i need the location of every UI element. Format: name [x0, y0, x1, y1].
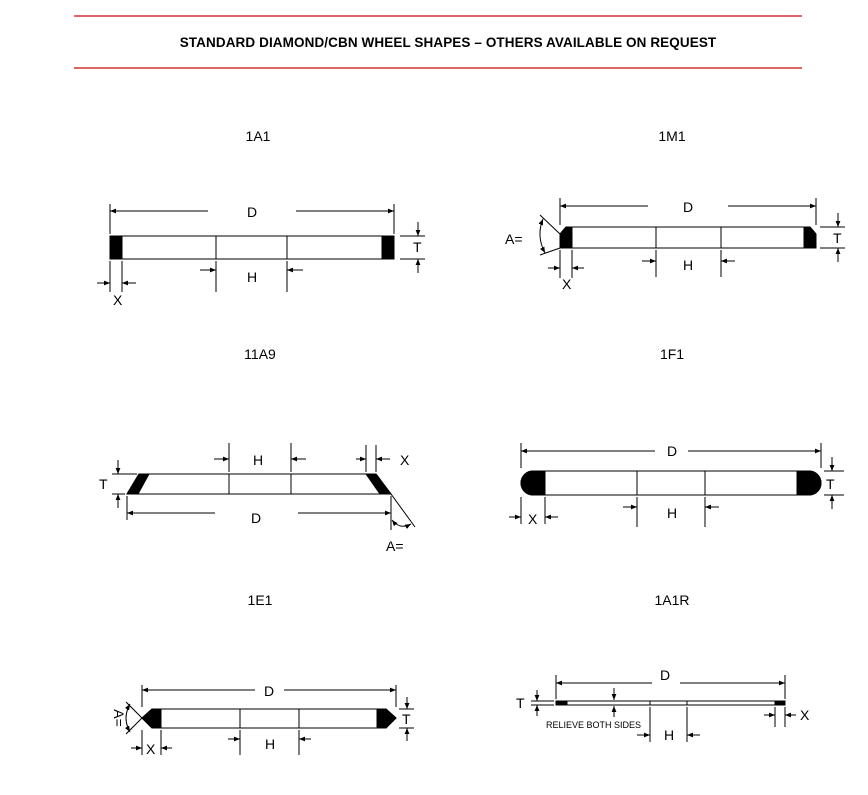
abrasive-rim-right-11a9 — [366, 474, 391, 494]
abrasive-rim-left-1e1 — [142, 709, 161, 728]
label-x-11a9: X — [400, 452, 410, 468]
label-d-1f1: D — [666, 443, 678, 459]
label-d-1a1: D — [246, 204, 258, 220]
label-h-1e1: H — [264, 736, 276, 752]
abrasive-rim-right-1a1 — [382, 236, 394, 259]
wheel-body-1a1r — [556, 701, 785, 705]
abrasive-rim-left-1a1 — [110, 236, 122, 259]
shape-title-1e1: 1E1 — [247, 592, 273, 608]
shape-title-1f1: 1F1 — [659, 346, 685, 362]
diagram-1a1 — [97, 204, 425, 292]
abrasive-rim-right-1e1 — [377, 709, 396, 728]
abrasive-rim-right-1m1 — [804, 227, 816, 248]
label-t-1a1r: T — [516, 695, 525, 711]
label-h-1a1r: H — [663, 727, 675, 743]
label-d-11a9: D — [250, 510, 262, 526]
label-h-1a1: H — [246, 269, 258, 285]
label-relieve-note-1a1r: RELIEVE BOTH SIDES — [546, 720, 642, 730]
label-x-1a1r: X — [800, 707, 810, 723]
shape-title-11a9: 11A9 — [244, 346, 276, 362]
label-d-1m1: D — [682, 199, 694, 215]
label-h-11a9: H — [252, 452, 264, 468]
label-t-1f1: T — [826, 476, 835, 492]
label-a-1e1: A= — [111, 709, 127, 727]
label-x-1a1: X — [113, 292, 123, 308]
abrasive-rim-right-1a1r — [775, 701, 785, 705]
shape-title-1a1r: 1A1R — [654, 592, 690, 608]
label-h-1m1: H — [682, 257, 694, 273]
label-t-1a1: T — [413, 239, 422, 255]
label-x-1m1: X — [562, 276, 572, 292]
wheel-body-1m1 — [560, 227, 816, 248]
label-x-1e1: X — [146, 741, 156, 757]
label-a-11a9: A= — [386, 538, 404, 554]
wheel-body-1f1 — [521, 471, 821, 495]
label-d-1a1r: D — [659, 667, 671, 683]
page-title: STANDARD DIAMOND/CBN WHEEL SHAPES – OTHERS AVAILABLE ON REQUEST — [179, 35, 717, 50]
label-d-1e1: D — [263, 683, 275, 699]
shape-title-1a1: 1A1 — [245, 128, 271, 144]
label-a-1m1: A= — [505, 231, 523, 247]
label-t-1e1: T — [402, 711, 411, 727]
wheel-body-1e1 — [142, 709, 396, 728]
abrasive-rim-left-1f1 — [521, 471, 545, 495]
shape-title-1m1: 1M1 — [658, 128, 686, 144]
diagram-11a9 — [112, 443, 415, 530]
abrasive-rim-right-1f1 — [797, 471, 821, 495]
label-h-1f1: H — [666, 505, 678, 521]
abrasive-rim-left-1a1r — [556, 701, 567, 705]
abrasive-rim-left-11a9 — [127, 474, 149, 494]
label-t-1m1: T — [833, 230, 842, 246]
abrasive-rim-left-1m1 — [560, 227, 572, 248]
wheel-body-1a1 — [110, 236, 394, 259]
wheel-body-11a9 — [127, 474, 391, 494]
label-t-11a9: T — [99, 476, 108, 492]
label-x-1f1: X — [528, 511, 538, 527]
